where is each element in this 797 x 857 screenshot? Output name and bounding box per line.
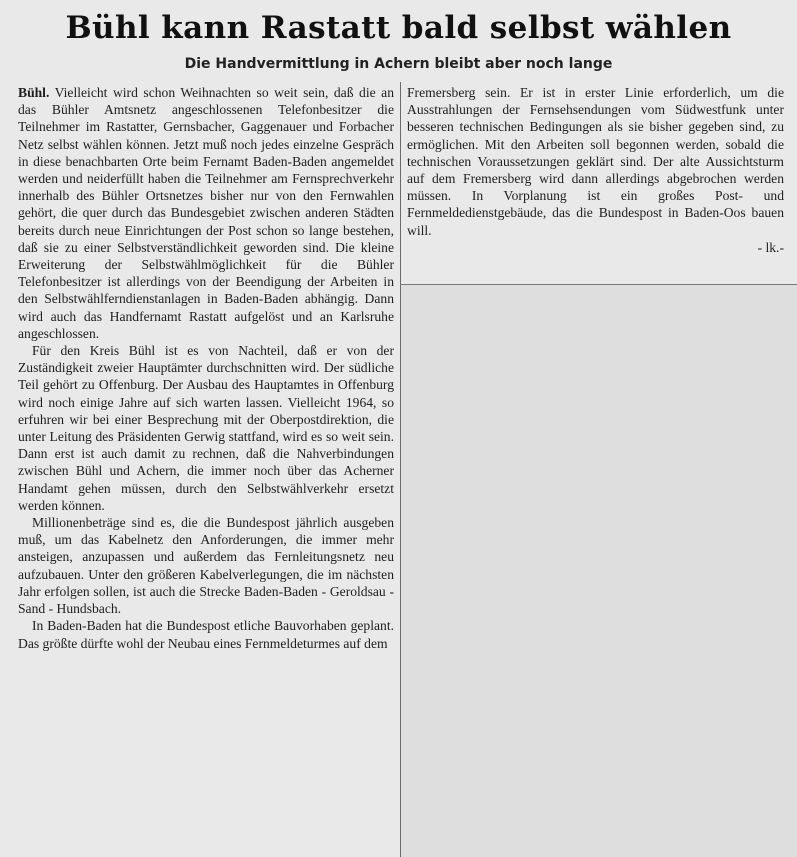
article-column-right: [407, 84, 784, 256]
paragraph-1: [18, 84, 394, 342]
article-column-left: [18, 84, 394, 652]
paragraph-5: Fremersberg sein. Er ist in erster Linie erforderlich, um die Ausstrahlungen der Fernsehsendungen vom Südwestfunk unter besseren technischen Bedingungen als sie bisher gegeben sind, zu ermöglichen. Mit den Arbeiten soll begonnen werden, sobald die technischen Voraussetzungen geklärt sind. Der alte Aussichtsturm auf dem Fremersberg wird dann allerdings abgebrochen werden müssen. In Vorplanung ist ein großes Post- und Fernmeldedienstgebäude, das die Bundespost in Baden-Oos bauen will.: [407, 85, 784, 238]
dateline: Bühl.: [18, 85, 50, 100]
author-signature: - lk.-: [757, 239, 784, 255]
paragraph-2: Für den Kreis Bühl ist es von Nachteil, daß er von der Zuständigkeit zweier Hauptämter durchschnitten wird. Der südliche Teil gehört zu Offenburg. Der Ausbau des Hauptamtes in Offenburg wird noch einige Jahre auf sich warten lassen. Vielleicht 1964, so erfuhren wir bei einer Besprechung mit der Oberpostdirektion, die unter Leitung des Präsidenten Gerwig stattfand, wird es so weit sein. Dann erst ist auch damit zu rechnen, daß die Nahverbindungen zwischen Bühl und Achern, die immer noch über das Acherner Handamt gehen müssen, durch den Selbstwählverkehr ersetzt werden können.: [18, 343, 394, 513]
paragraph-1-text: Vielleicht wird schon Weihnachten so weit sein, daß die an das Bühler Amtsnetz angeschlossenen Telefonbesitzer die Teilnehmer im Rastatter, Gernsbacher, Gaggenauer und Forbacher Netz selbst wählen können. Jetzt muß noch jedes einzelne Gespräch in diese benachbarten Orte beim Fernamt Baden-Baden angemeldet werden und neiderfüllt haben die Teilnehmer am Fernsprechverkehr innerhalb des Bühler Ortsnetzes bisher nur von den Fernwahlen gehört, die quer durch das Bundesgebiet zwischen anderen Städten bereits durch neue Einrichtungen der Post schon so lange bestehen, daß sie zu einer Selbstverständlichkeit geworden sind. Die kleine Erweiterung der Selbstwählmöglichkeit für die Bühler Telefonbesitzer ist allerdings von der Beendigung der Arbeiten in den Selbstwählferndienstanlagen in Baden-Baden abhängig. Dann wird auch das Handfernamt Rastatt aufgelöst und an Karlsruhe angeschlossen.: [18, 85, 394, 341]
paragraph-3: Millionenbeträge sind es, die die Bundespost jährlich ausgeben muß, um das Kabelnetz den Anforderungen, die immer mehr ansteigen, anzupassen und außerdem das Fernleitungsnetz neu aufzubauen. Unter den größeren Kabelverlegungen, die im nächsten Jahr erfolgen sollen, ist auch die Strecke Baden-Baden - Geroldsau - Sand - Hundsbach.: [18, 515, 394, 617]
empty-area: [401, 285, 797, 857]
paragraph-4: In Baden-Baden hat die Bundespost etliche Bauvorhaben geplant. Das größte dürfte wohl der Neubau eines Fernmeldeturmes auf dem: [18, 618, 394, 651]
headline: Bühl kann Rastatt bald selbst wählen: [65, 10, 732, 46]
subheadline: Die Handvermittlung in Achern bleibt aber noch lange: [184, 56, 613, 72]
